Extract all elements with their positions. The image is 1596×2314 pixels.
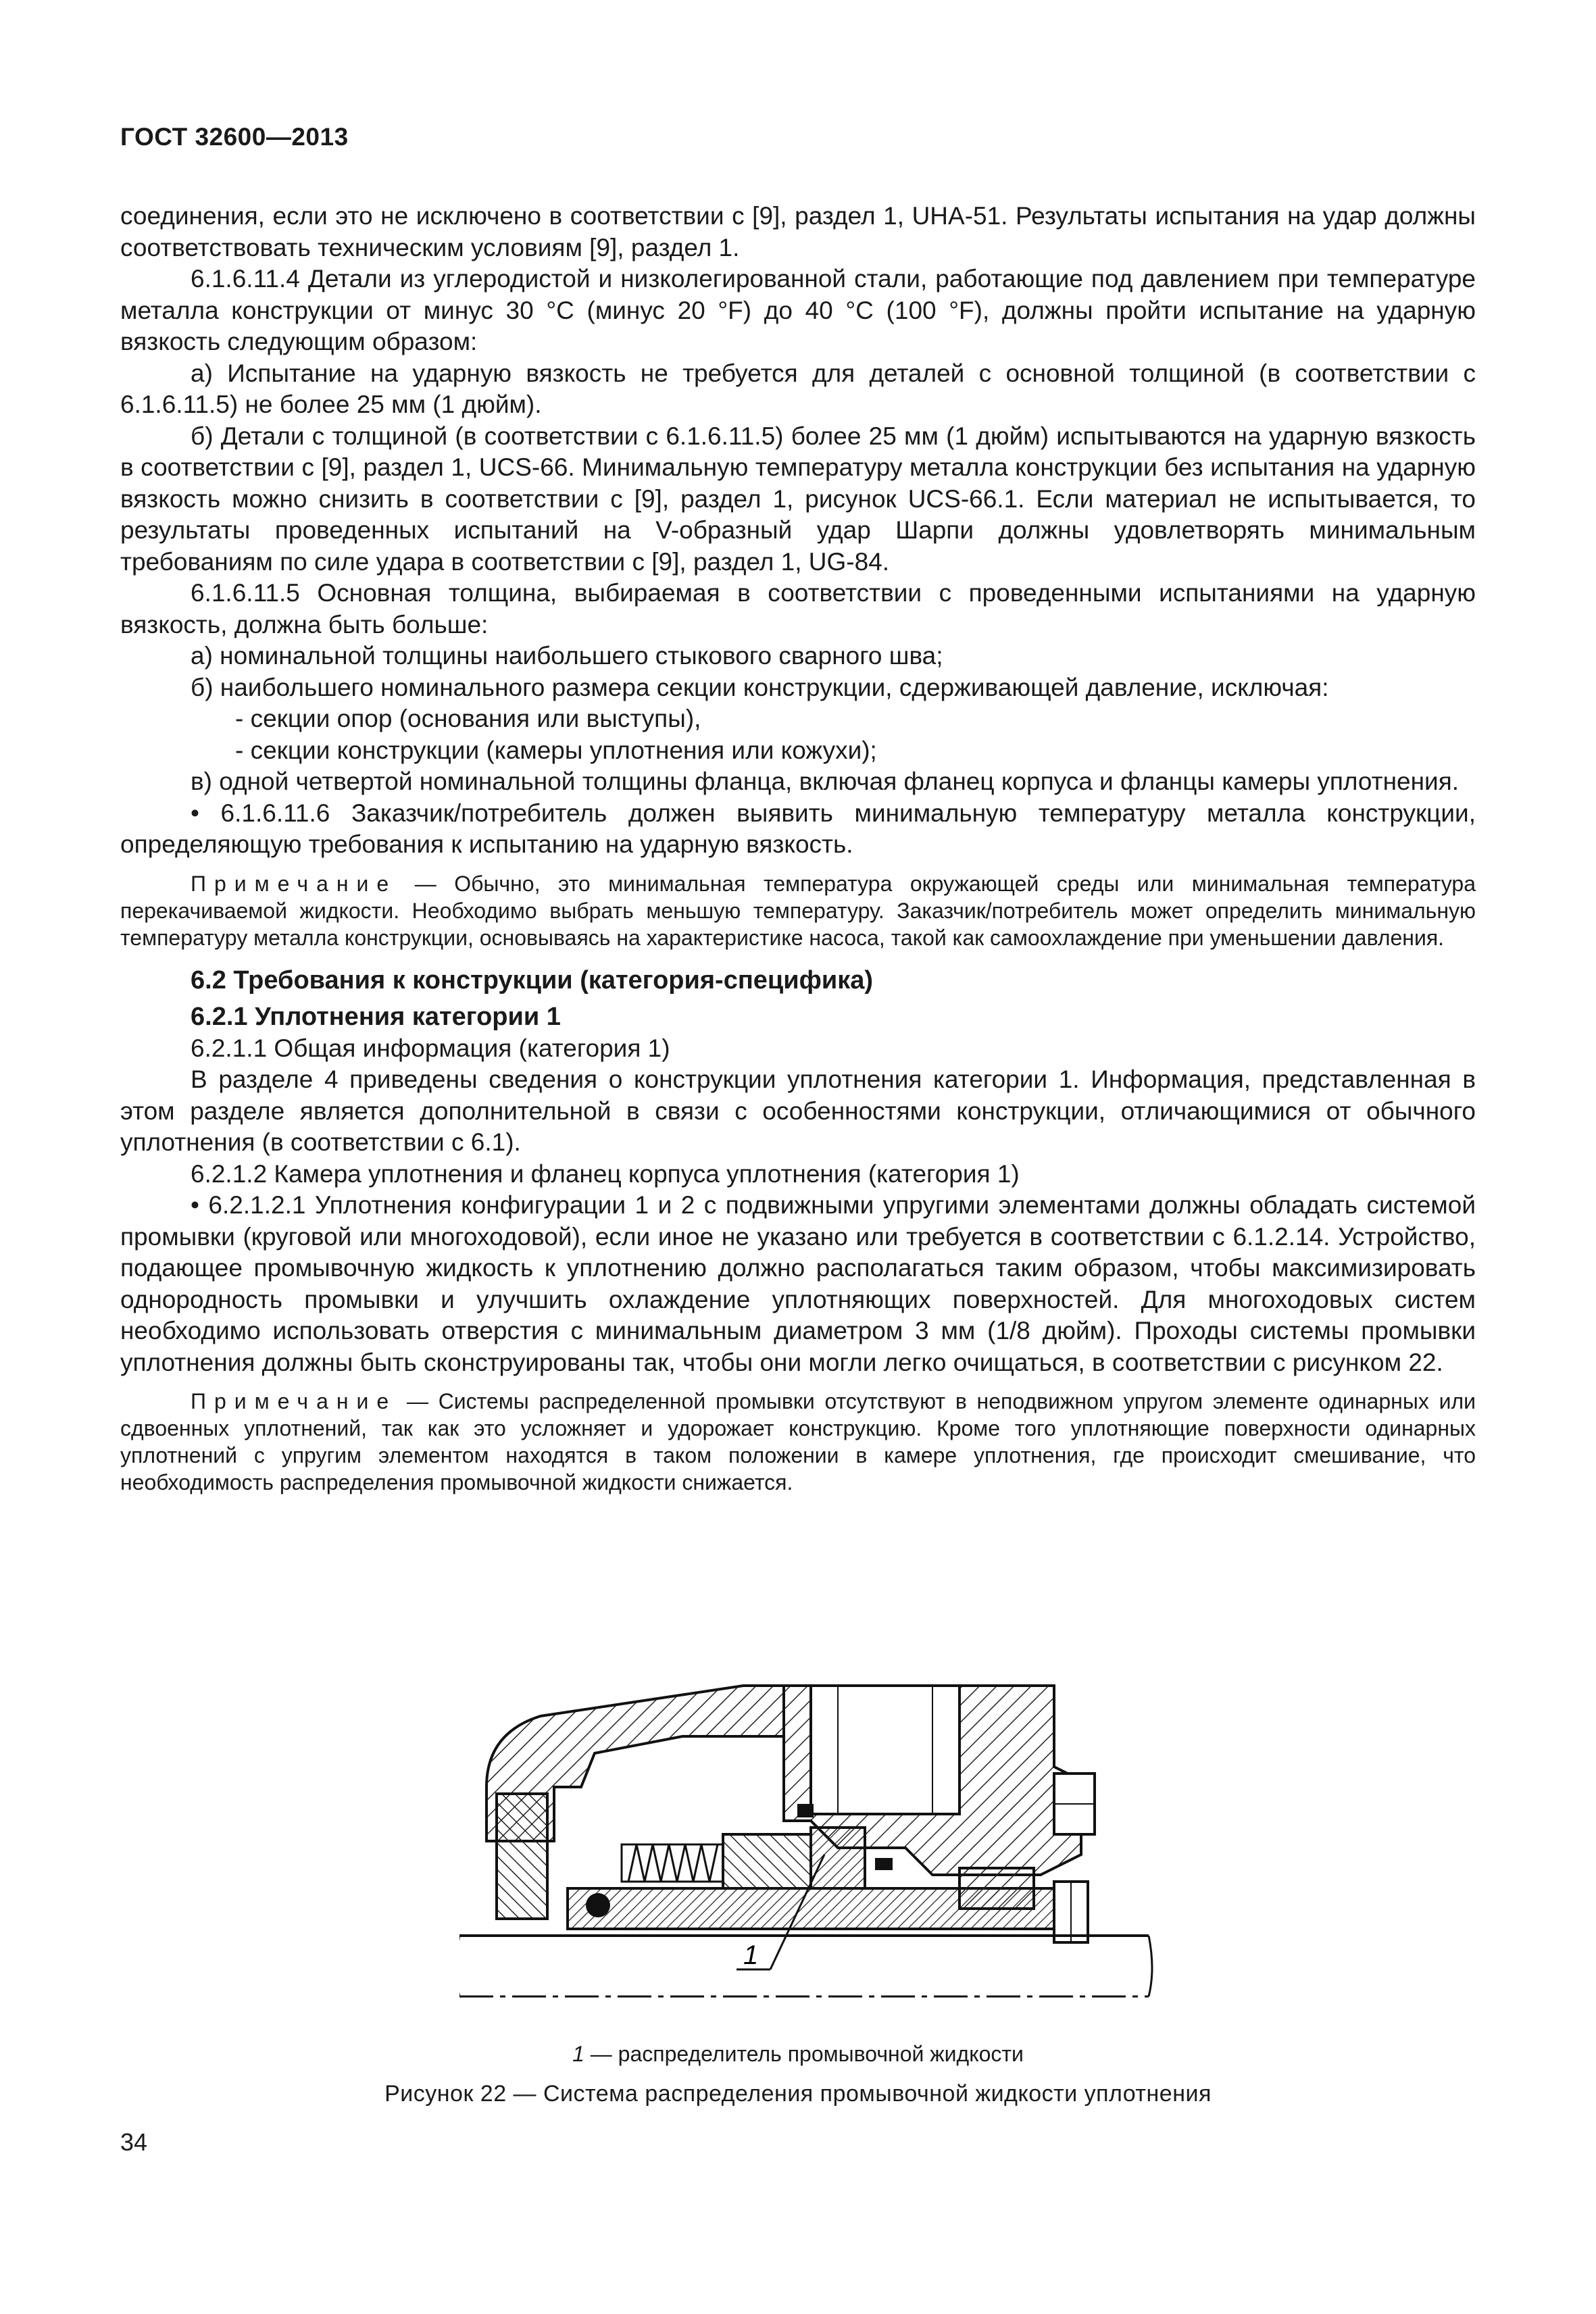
paragraph: б) Детали с толщиной (в соответствии с 6.1.6.11.5) более 25 мм (1 дюйм) испытываются на ударную вязкость в соответствии с [9], раздел 1, UCS-66. Минимальную температуру металла конструкции без испытания на ударную вязкость можно снизить в соответствии с [9], раздел 1, рисунок UCS-66.1. Если материал не испытывается, то результаты проведенных испытаний на V-образный удар Шарпи должны удовлетворять минимальным требованиям по силе удара в соответствии с [9], раздел 1, UG-84. (120, 422, 1476, 576)
rotating-face (723, 1834, 811, 1888)
paragraph: 6.1.6.11.5 Основная толщина, выбираемая в соответствии с проведенными испытаниями на ударную вязкость, должна быть больше: (120, 579, 1476, 638)
paragraph: 6.2.1.1 Общая информация (категория 1) (191, 1034, 670, 1062)
paragraph: а) Испытание на ударную вязкость не требуется для деталей с основной толщиной (в соответствии с 6.1.6.11.5) не более 25 мм (1 дюйм). (120, 359, 1476, 418)
section-heading: 6.2 Требования к конструкции (категория-специфика) (191, 965, 874, 995)
paragraph: в) одной четвертой номинальной толщины фланца, включая фланец корпуса и фланцы камеры уплотнения. (191, 768, 1460, 795)
note-label: Примечание (191, 871, 397, 896)
paragraph: соединения, если это не исключено в соответствии с [9], раздел 1, UHA-51. Результаты испытания на удар должны соответствовать техническим условиям [9], раздел 1. (120, 202, 1476, 261)
paragraph: а) номинальной толщины наибольшего стыкового сварного шва; (191, 642, 943, 670)
legend-text: — распределитель промывочной жидкости (584, 2042, 1024, 2066)
paragraph: В разделе 4 приведены сведения о конструкции уплотнения категории 1. Информация, представленная в этом разделе является дополнительной в связи с особенностями конструкции, отличающимися от обычного уплотнения (в соответствии с 6.1). (120, 1065, 1476, 1156)
paragraph: - секции опор (основания или выступы), (235, 705, 701, 732)
paragraph: • 6.1.6.11.6 Заказчик/потребитель должен выявить минимальную температуру металла конструкции, определяющую требования к испытанию на ударную вязкость. (120, 799, 1476, 858)
figure-caption: Рисунок 22 — Система распределения промывочной жидкости уплотнения (384, 2081, 1212, 2107)
gland-insert (497, 1794, 547, 1919)
document-header: ГОСТ 32600—2013 (120, 123, 349, 151)
note-label: Примечание (191, 1389, 397, 1413)
drive-collar (959, 1868, 1034, 1909)
callout-number: 1 (743, 1940, 759, 1970)
paragraph: - секции конструкции (камеры уплотнения или кожухи); (235, 736, 877, 764)
seal-drawing (459, 1672, 1514, 2037)
spring (622, 1844, 723, 1882)
body-text (120, 201, 1476, 1496)
page-number: 34 (120, 2128, 148, 2156)
note-text: — Обычно, это минимальная температура окружающей среды или минимальная температура перекачиваемой жидкости. Необходимо выбрать меньшую температуру. Заказчик/потребитель может определить минимальную температуру металла конструкции, основываясь на характеристике насоса, такой как самоохлаждение при уменьшении давления. (120, 871, 1476, 950)
paragraph: 6.1.6.11.4 Детали из углеродистой и низколегированной стали, работающие под давлением при температуре металла конструкции от минус 30 °С (минус 20 °F) до 40 °С (100 °F), должны пройти испытание на ударную вязкость следующим образом: (120, 265, 1476, 355)
stationary-face (811, 1828, 865, 1888)
note-text: — Системы распределенной промывки отсутствуют в неподвижном упругом элементе одинарных или сдвоенных уплотнений, так как это усложняет и удорожает конструкцию. Кроме того уплотняющие поверхности одинарных уплотнений с упругим элементом находятся в таком положении в камере уплотнения, где происходит смешивание, что необходимость распределения промывочной жидкости снижается. (120, 1389, 1476, 1494)
o-ring (586, 1893, 610, 1917)
legend-number: 1 (572, 2042, 584, 2066)
paragraph: • 6.2.1.2.1 Уплотнения конфигурации 1 и 2 с подвижными упругими элементами должны обладать системой промывки (круговой или многоходовой), если иное не указано или требуется в соответствии с 6.1.2.14. Устройство, подающее промывочную жидкость к уплотнению должно располагаться таким образом, чтобы максимизировать однородность промывки и улучшить охлаждение уплотняющих поверхностей. Для многоходовых систем необходимо использовать отверстия с минимальным диаметром 3 мм (1/8 дюйм). Проходы системы промывки уплотнения должны быть сконструированы так, чтобы они могли легко очищаться, в соответствии с рисунком 22. (120, 1191, 1476, 1376)
o-ring (875, 1858, 893, 1870)
flush-port (811, 1686, 959, 1814)
note (120, 870, 1476, 951)
paragraph: б) наибольшего номинального размера секции конструкции, сдерживающей давление, исключая: (191, 673, 1329, 701)
paragraph: 6.2.1.2 Камера уплотнения и фланец корпуса уплотнения (категория 1) (191, 1159, 1020, 1188)
figure-legend (0, 2042, 1596, 2067)
note (120, 1388, 1476, 1496)
subsection-heading: 6.2.1 Уплотнения категории 1 (191, 1003, 561, 1031)
o-ring (797, 1804, 814, 1817)
